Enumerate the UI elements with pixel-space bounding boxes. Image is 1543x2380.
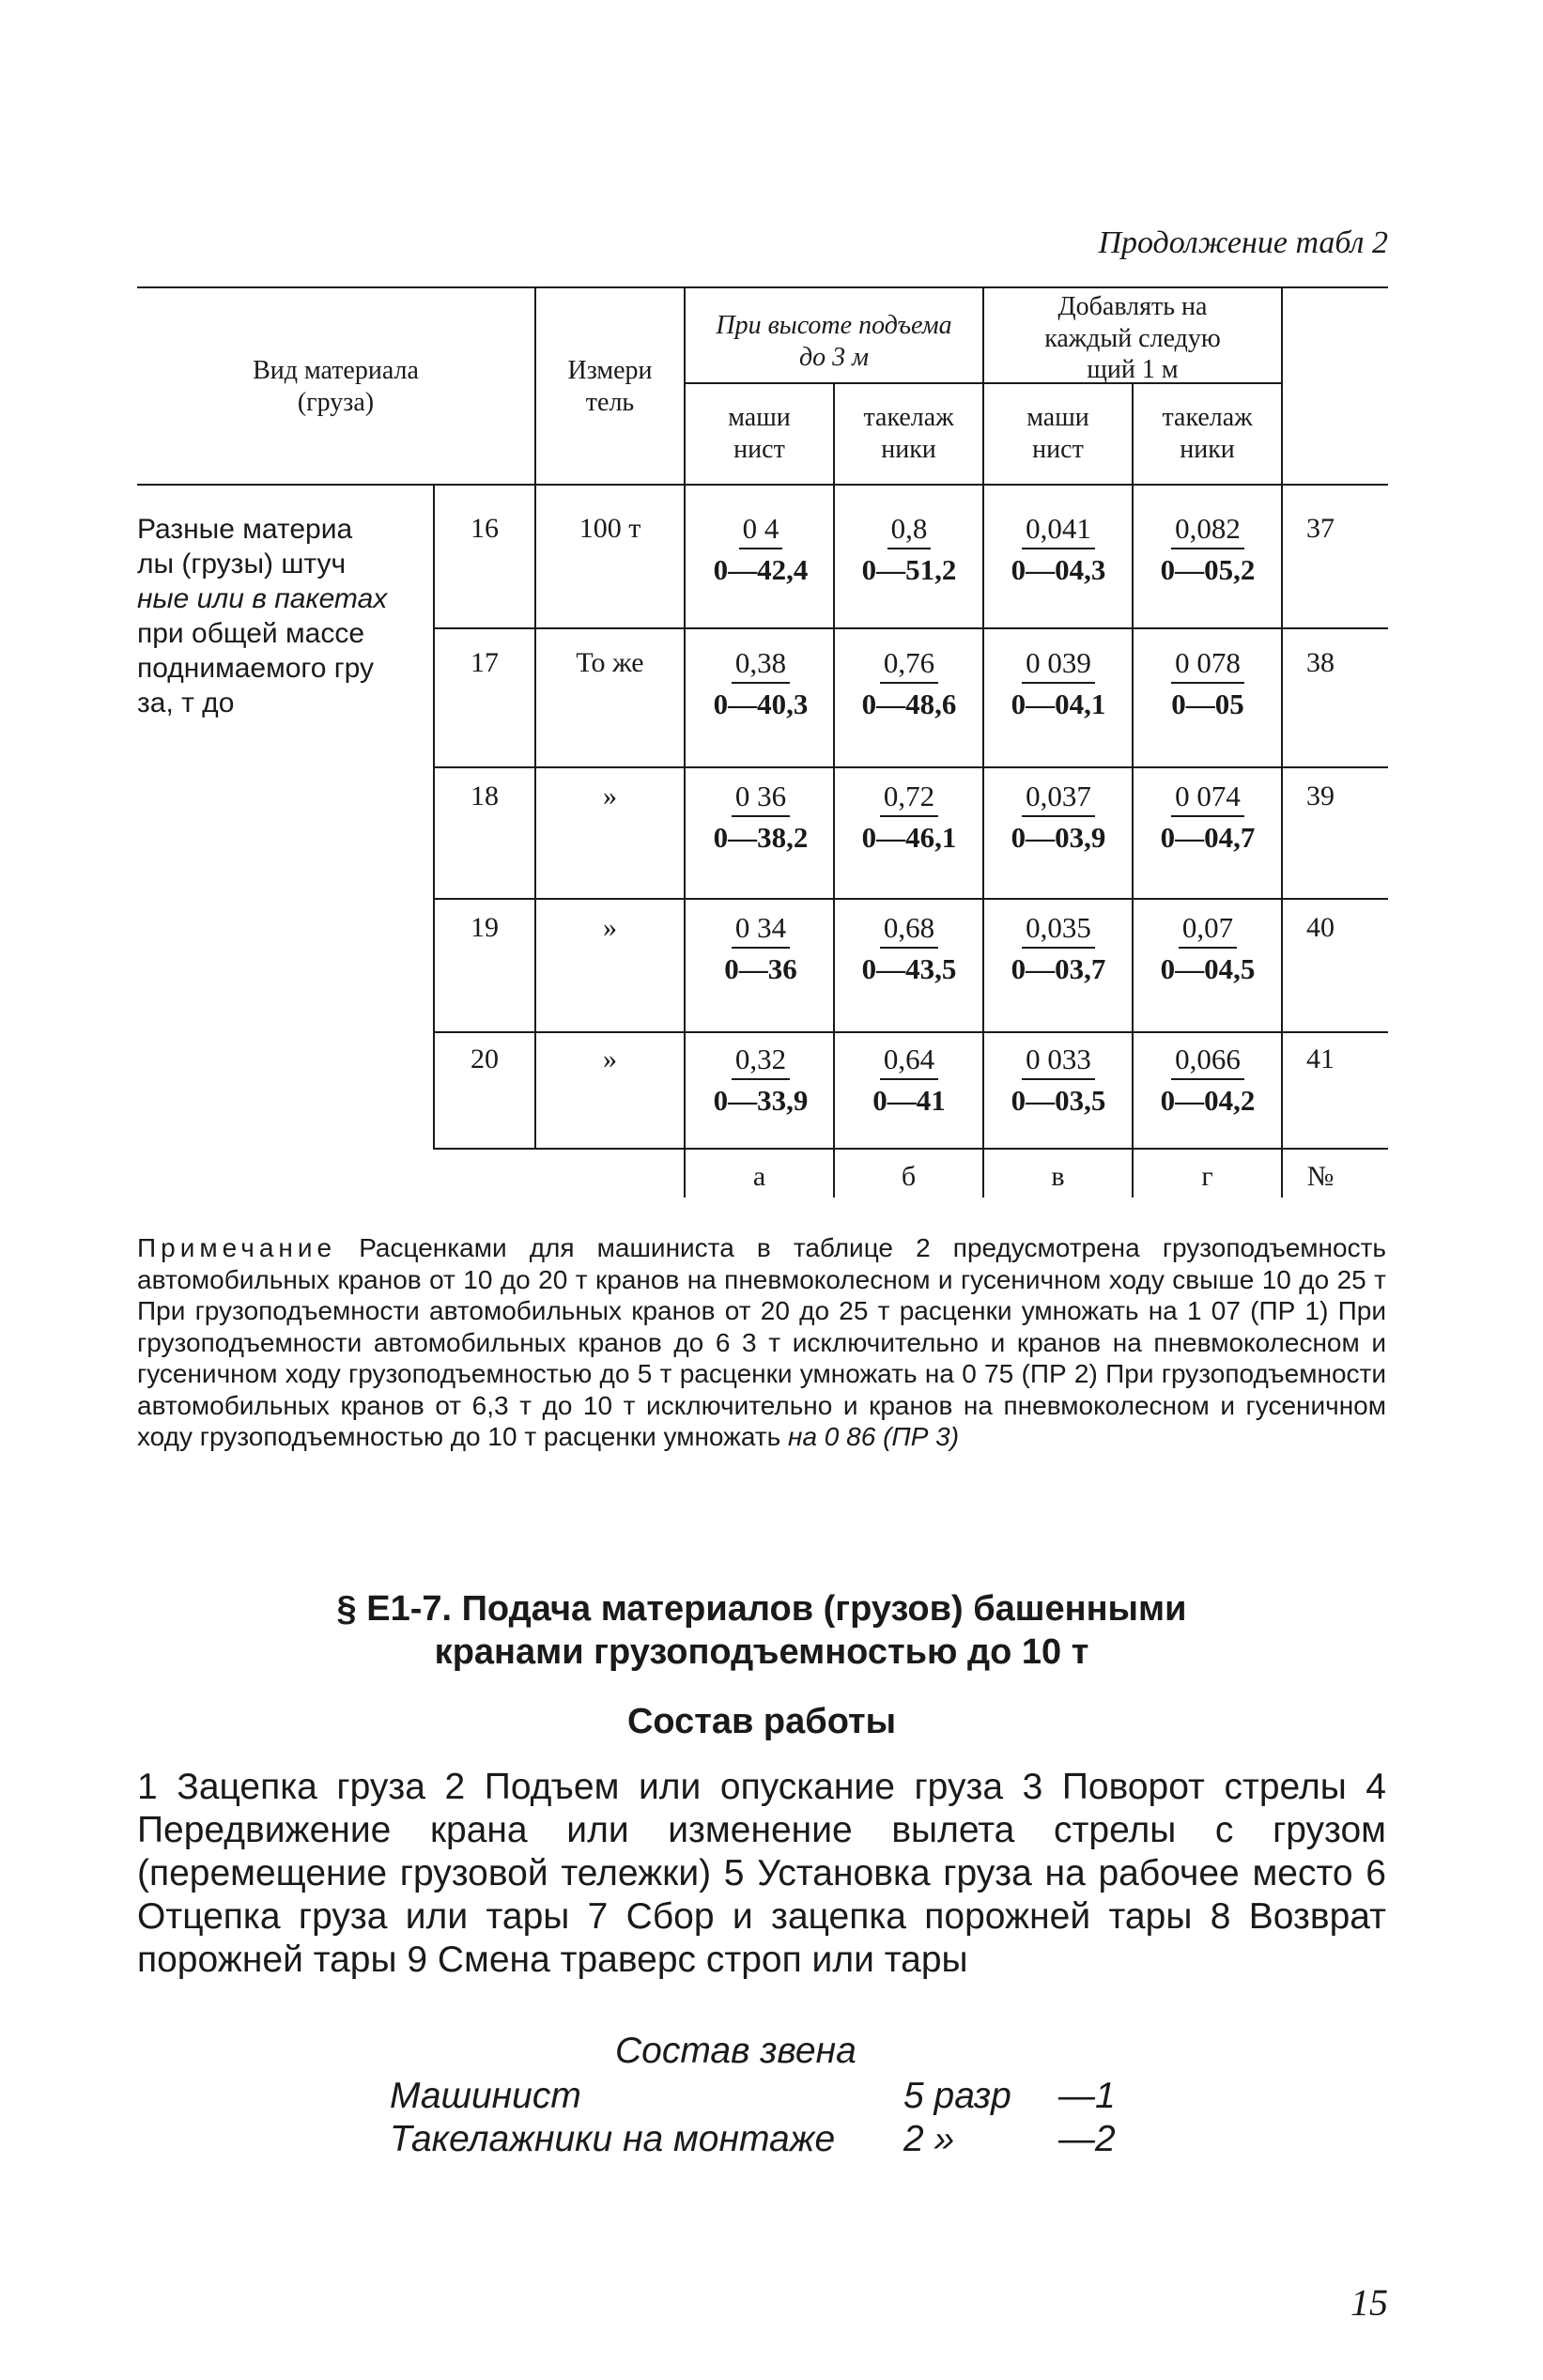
cell-rate-a — [690, 512, 831, 587]
cell-rate-b — [839, 512, 980, 587]
rate-value: 0 078 — [1171, 646, 1244, 684]
rate-price: 0—04,7 — [1160, 821, 1256, 854]
cell-mass: 19 — [471, 912, 499, 943]
section-title: § Е1-7. Подача материалов (грузов) башенными кранами грузоподъемностью до 10 т — [336, 1589, 1187, 1672]
header-machinist-add: маши нист — [1026, 403, 1089, 464]
rate-value: 0,8 — [887, 512, 932, 549]
rate-value: 0,066 — [1171, 1043, 1244, 1080]
cell-unit: » — [603, 1043, 617, 1074]
rate-price: 0—38,2 — [713, 821, 809, 854]
work-subtitle: Состав работы — [626, 1702, 897, 1741]
footer-col-b: б — [901, 1161, 917, 1192]
header-unit: Измери тель — [567, 356, 653, 417]
rate-price: 0—03,5 — [1011, 1084, 1106, 1117]
rate-price: 0—04,5 — [1160, 952, 1256, 985]
rate-price: 0—04,3 — [1011, 553, 1106, 586]
cell-rate-g — [1137, 1043, 1278, 1118]
rate-value: 0,72 — [880, 780, 938, 817]
rate-value: 0,38 — [732, 646, 790, 684]
cell-rate-g — [1137, 512, 1278, 587]
rate-value: 0,64 — [880, 1043, 938, 1080]
cell-rate-a — [690, 780, 831, 855]
rate-value: 0 34 — [732, 911, 790, 949]
cell-rate-v — [988, 911, 1129, 986]
rate-price: 0—46,1 — [861, 821, 957, 854]
cell-unit: 100 т — [579, 513, 641, 544]
footer-col-g: г — [1201, 1161, 1213, 1192]
cell-mass: 20 — [471, 1043, 499, 1074]
crew-title: Состав звена — [615, 2031, 856, 2071]
cell-mass: 16 — [471, 513, 499, 544]
rate-value: 0,082 — [1171, 512, 1244, 549]
header-rigger-add: такелаж ники — [1162, 403, 1253, 464]
crew-role: Такелажники на монтаже — [390, 2119, 836, 2159]
table-note: Примечание Расценками для машиниста в таблице 2 предусмотрена грузоподъемность автомобильных кранов от 10 до 20 т кранов на пневмоколесном и гусеничном ходу свыше 10 до 25 т При грузоподъемности автомобильных кранов от 20 до 25 т расценки умножать на 1 07 (ПР 1) При грузоподъемности автомобильных кранов до 6 3 т исключительно и кранов на пневмоколесном и гусеничном ходу грузоподъемностью до 5 т расценки умножать на 0 75 (ПР 2) При грузоподъемности автомобильных кранов от 6,3 т до 10 т исключительно и кранов на пневмоколесном и гусеничном ходу грузоподъемностью до 10 т расценки умножать на 0 86 (ПР 3) — [137, 1233, 1386, 1451]
rate-price: 0—05 — [1171, 688, 1244, 720]
cell-rate-g — [1137, 911, 1278, 986]
crew-count: —1 — [1058, 2076, 1116, 2116]
cell-rate-v — [988, 646, 1129, 721]
cell-row-number: 40 — [1306, 912, 1335, 943]
header-add-group: Добавлять на каждый следую щий 1 м — [1044, 292, 1221, 385]
cell-row-number: 38 — [1306, 647, 1335, 678]
rate-value: 0,68 — [880, 911, 938, 949]
rate-value: 0,32 — [732, 1043, 790, 1080]
cell-rate-g — [1137, 780, 1278, 855]
rate-price: 0—03,7 — [1011, 952, 1106, 985]
cell-rate-g — [1137, 646, 1278, 721]
rate-value: 0,07 — [1179, 911, 1237, 949]
crew-count: —2 — [1058, 2119, 1116, 2159]
rate-value: 0 36 — [732, 780, 790, 817]
header-height-group: При высоте подъема до 3 м — [716, 311, 952, 372]
header-machinist: маши нист — [728, 403, 791, 464]
rate-price: 0—03,9 — [1011, 821, 1106, 854]
rate-value: 0,035 — [1022, 911, 1095, 949]
cell-rate-v — [988, 1043, 1129, 1118]
crew-grade: 2 » — [903, 2119, 955, 2159]
cell-mass: 17 — [471, 647, 499, 678]
table-caption: Продолжение табл 2 — [1098, 225, 1388, 260]
rate-price: 0—33,9 — [713, 1084, 809, 1117]
cell-rate-a — [690, 1043, 831, 1118]
header-rigger: такелаж ники — [863, 403, 954, 464]
cell-mass: 18 — [471, 780, 499, 811]
rate-value: 0 039 — [1022, 646, 1095, 684]
material-description: Разные материа лы (грузы) штуч ные или в пакетах при общей массе поднимаемого гру за, т до — [137, 514, 388, 719]
rate-value: 0,037 — [1022, 780, 1095, 817]
rate-price: 0—41 — [872, 1084, 946, 1117]
crew-role: Машинист — [390, 2076, 581, 2116]
cell-rate-v — [988, 780, 1129, 855]
rate-value: 0 4 — [739, 512, 783, 549]
cell-unit: » — [603, 780, 617, 811]
cell-unit: » — [603, 912, 617, 943]
cell-rate-a — [690, 911, 831, 986]
cell-rate-b — [839, 1043, 980, 1118]
crew-grade: 5 разр — [903, 2076, 1011, 2116]
rate-price: 0—05,2 — [1160, 553, 1256, 586]
header-material: Вид материала (груза) — [253, 356, 419, 417]
cell-rate-b — [839, 780, 980, 855]
footer-col-v: в — [1051, 1161, 1065, 1192]
cell-row-number: 41 — [1306, 1043, 1335, 1074]
rate-value: 0,041 — [1022, 512, 1095, 549]
rate-price: 0—48,6 — [861, 688, 957, 720]
rate-value: 0,76 — [880, 646, 938, 684]
rate-value: 0 033 — [1022, 1043, 1095, 1080]
rate-price: 0—36 — [724, 952, 797, 985]
cell-rate-v — [988, 512, 1129, 587]
rate-price: 0—04,1 — [1011, 688, 1106, 720]
cell-rate-b — [839, 911, 980, 986]
rate-price: 0—42,4 — [713, 553, 809, 586]
cell-rate-b — [839, 646, 980, 721]
footer-col-no: № — [1306, 1161, 1335, 1192]
footer-col-a: а — [752, 1161, 766, 1192]
page-number: 15 — [1350, 2281, 1388, 2324]
work-description: 1 Зацепка груза 2 Подъем или опускание груза 3 Поворот стрелы 4 Передвижение крана или изменение вылета стрелы с грузом (перемещение грузовой тележки) 5 Установка груза на рабочее место 6 Отцепка груза или тары 7 Сбор и зацепка порожней тары 8 Возврат порожней тары 9 Смена траверс строп или тары — [137, 1767, 1386, 1980]
cell-unit: То же — [576, 647, 644, 678]
cell-rate-a — [690, 646, 831, 721]
rate-price: 0—51,2 — [861, 553, 957, 586]
rate-price: 0—43,5 — [861, 952, 957, 985]
rate-value: 0 074 — [1171, 780, 1244, 817]
rate-price: 0—04,2 — [1160, 1084, 1256, 1117]
cell-row-number: 37 — [1306, 513, 1335, 544]
cell-row-number: 39 — [1306, 780, 1335, 811]
rate-price: 0—40,3 — [713, 688, 809, 720]
